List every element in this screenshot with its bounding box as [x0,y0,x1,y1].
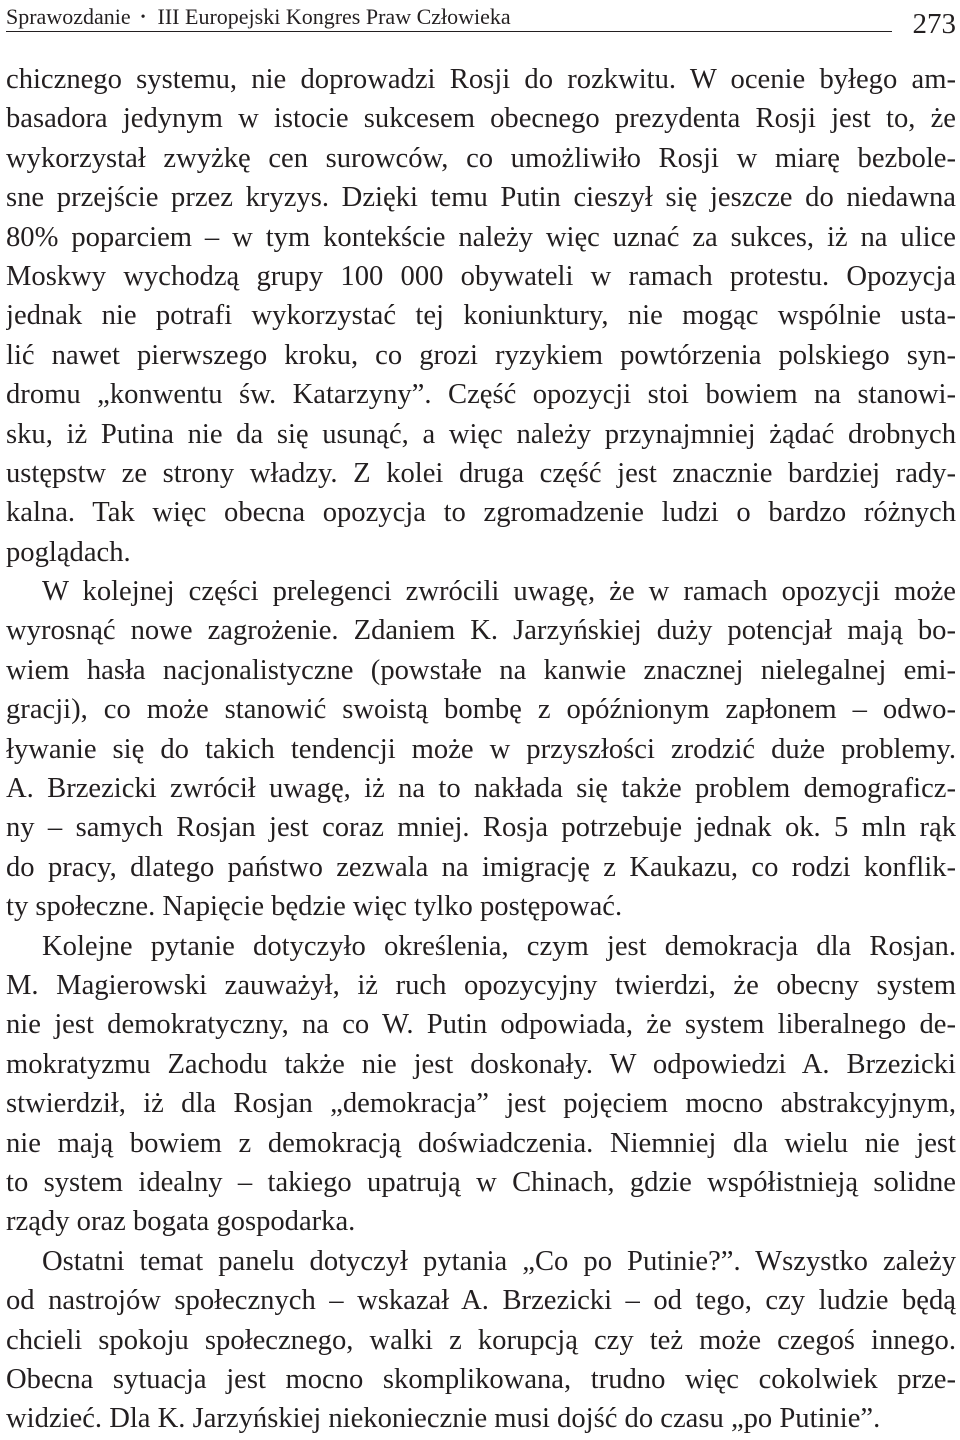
text-line: sku, iż Putina nie da się usunąć, a więc należy przynajmniej żądać drobnych [6,418,956,450]
header-section: Sprawozdanie [6,4,131,29]
text-line: dromu „konwentu św. Katarzyny”. Część opozycji stoi bowiem na stanowi- [6,379,956,411]
text-line: A. Brzezicki zwrócił uwagę, iż na to nakłada się także problem demograficz- [6,773,956,805]
running-header [6,2,956,42]
text-line: ty społeczne. Napięcie będzie więc tylko postępować. [6,891,623,923]
paragraph [6,1242,956,1439]
text-line: ustępstw ze strony władzy. Z kolei druga część jest znacznie bardziej rady- [6,457,956,489]
text-line: wyrosnąć nowe zagrożenie. Zdaniem K. Jarzyńskiej duży potencjał mają bo- [6,615,956,647]
text-line: wiem hasła nacjonalistyczne (powstałe na kanwie znacznej nielegalnej emi- [6,654,956,686]
text-line: 80% poparciem – w tym kontekście należy więc uznać za sukces, iż na ulice [6,221,956,253]
paragraph [6,60,956,572]
header-rule [6,31,892,32]
text-line: chcieli spokoju społecznego, walki z korupcją czy też może czegoś innego. [6,1324,956,1356]
text-line: to system idealny – takiego upatrują w Chinach, gdzie współistnieją solidne [6,1166,956,1198]
text-line: ływanie się do takich tendencji może w przyszłości zrodzić duże problemy. [6,733,956,765]
text-line: nie mają bowiem z demokracją doświadczenia. Niemniej dla wielu nie jest [6,1127,956,1159]
text-line: jednak nie potrafi wykorzystać tej koniunktury, nie mogąc wspólnie usta- [6,300,956,332]
text-line: M. Magierowski zauważył, iż ruch opozycyjny twierdzi, że obecny system [6,969,956,1001]
text-line: od nastrojów społecznych – wskazał A. Brzezicki – od tego, czy ludzie będą [6,1285,956,1317]
text-line: wykorzystał zwyżkę cen surowców, co umożliwiło Rosji w miarę bezbole- [6,142,956,174]
paragraph [6,572,956,927]
text-line: poglądach. [6,536,131,568]
text-line: gracji), co może stanowić swoistą bombę z opóźnionym zapłonem – odwo- [6,694,956,726]
text-line: basadora jedynym w istocie sukcesem obecnego prezydenta Rosji jest to, że [6,103,956,135]
text-line: stwierdził, iż dla Rosjan „demokracja” jest pojęciem mocno abstrakcyjnym, [6,1088,956,1120]
text-line: Moskwy wychodzą grupy 100 000 obywateli w ramach protestu. Opozycja [6,260,956,292]
header-separator: • [140,10,146,25]
text-line: chicznego systemu, nie doprowadzi Rosji do rozkwitu. W ocenie byłego am- [6,64,956,95]
text-line: nie jest demokratyczny, na co W. Putin odpowiada, że system liberalnego de- [6,1009,956,1041]
text-line: widzieć. Dla K. Jarzyńskiej niekoniecznie musi dojść do czasu „po Putinie”. [6,1403,881,1435]
text-line: kalna. Tak więc obecna opozycja to zgromadzenie ludzi o bardzo różnych [6,497,956,529]
paragraph [6,927,956,1242]
text-line: lić nawet pierwszego kroku, co grozi ryzykiem powtórzenia polskiego syn- [6,339,956,371]
text-line: sne przejście przez kryzys. Dzięki temu Putin cieszył się jeszcze do niedawna [6,182,956,214]
page-number: 273 [912,8,956,40]
text-line: Ostatni temat panelu dotyczył pytania „Co po Putinie?”. Wszystko zależy [42,1245,956,1277]
text-line: Kolejne pytanie dotyczyło określenia, czym jest demokracja dla Rosjan. [42,930,956,962]
text-line: Obecna sytuacja jest mocno skomplikowana, trudno więc cokolwiek prze- [6,1363,956,1395]
header-title: III Europejski Kongres Praw Człowieka [157,4,511,29]
running-header-title [6,4,511,31]
text-line: ny – samych Rosjan jest coraz mniej. Rosja potrzebuje jednak ok. 5 mln rąk [6,812,956,844]
body-text [6,60,956,1439]
text-line: do pracy, dlatego państwo zezwala na imigrację z Kaukazu, co rodzi konflik- [6,851,956,883]
text-line: rządy oraz bogata gospodarka. [6,1206,356,1238]
text-line: W kolejnej części prelegenci zwrócili uwagę, że w ramach opozycji może [42,576,956,608]
text-line: mokratyzmu Zachodu także nie jest doskonały. W odpowiedzi A. Brzezicki [6,1048,956,1080]
